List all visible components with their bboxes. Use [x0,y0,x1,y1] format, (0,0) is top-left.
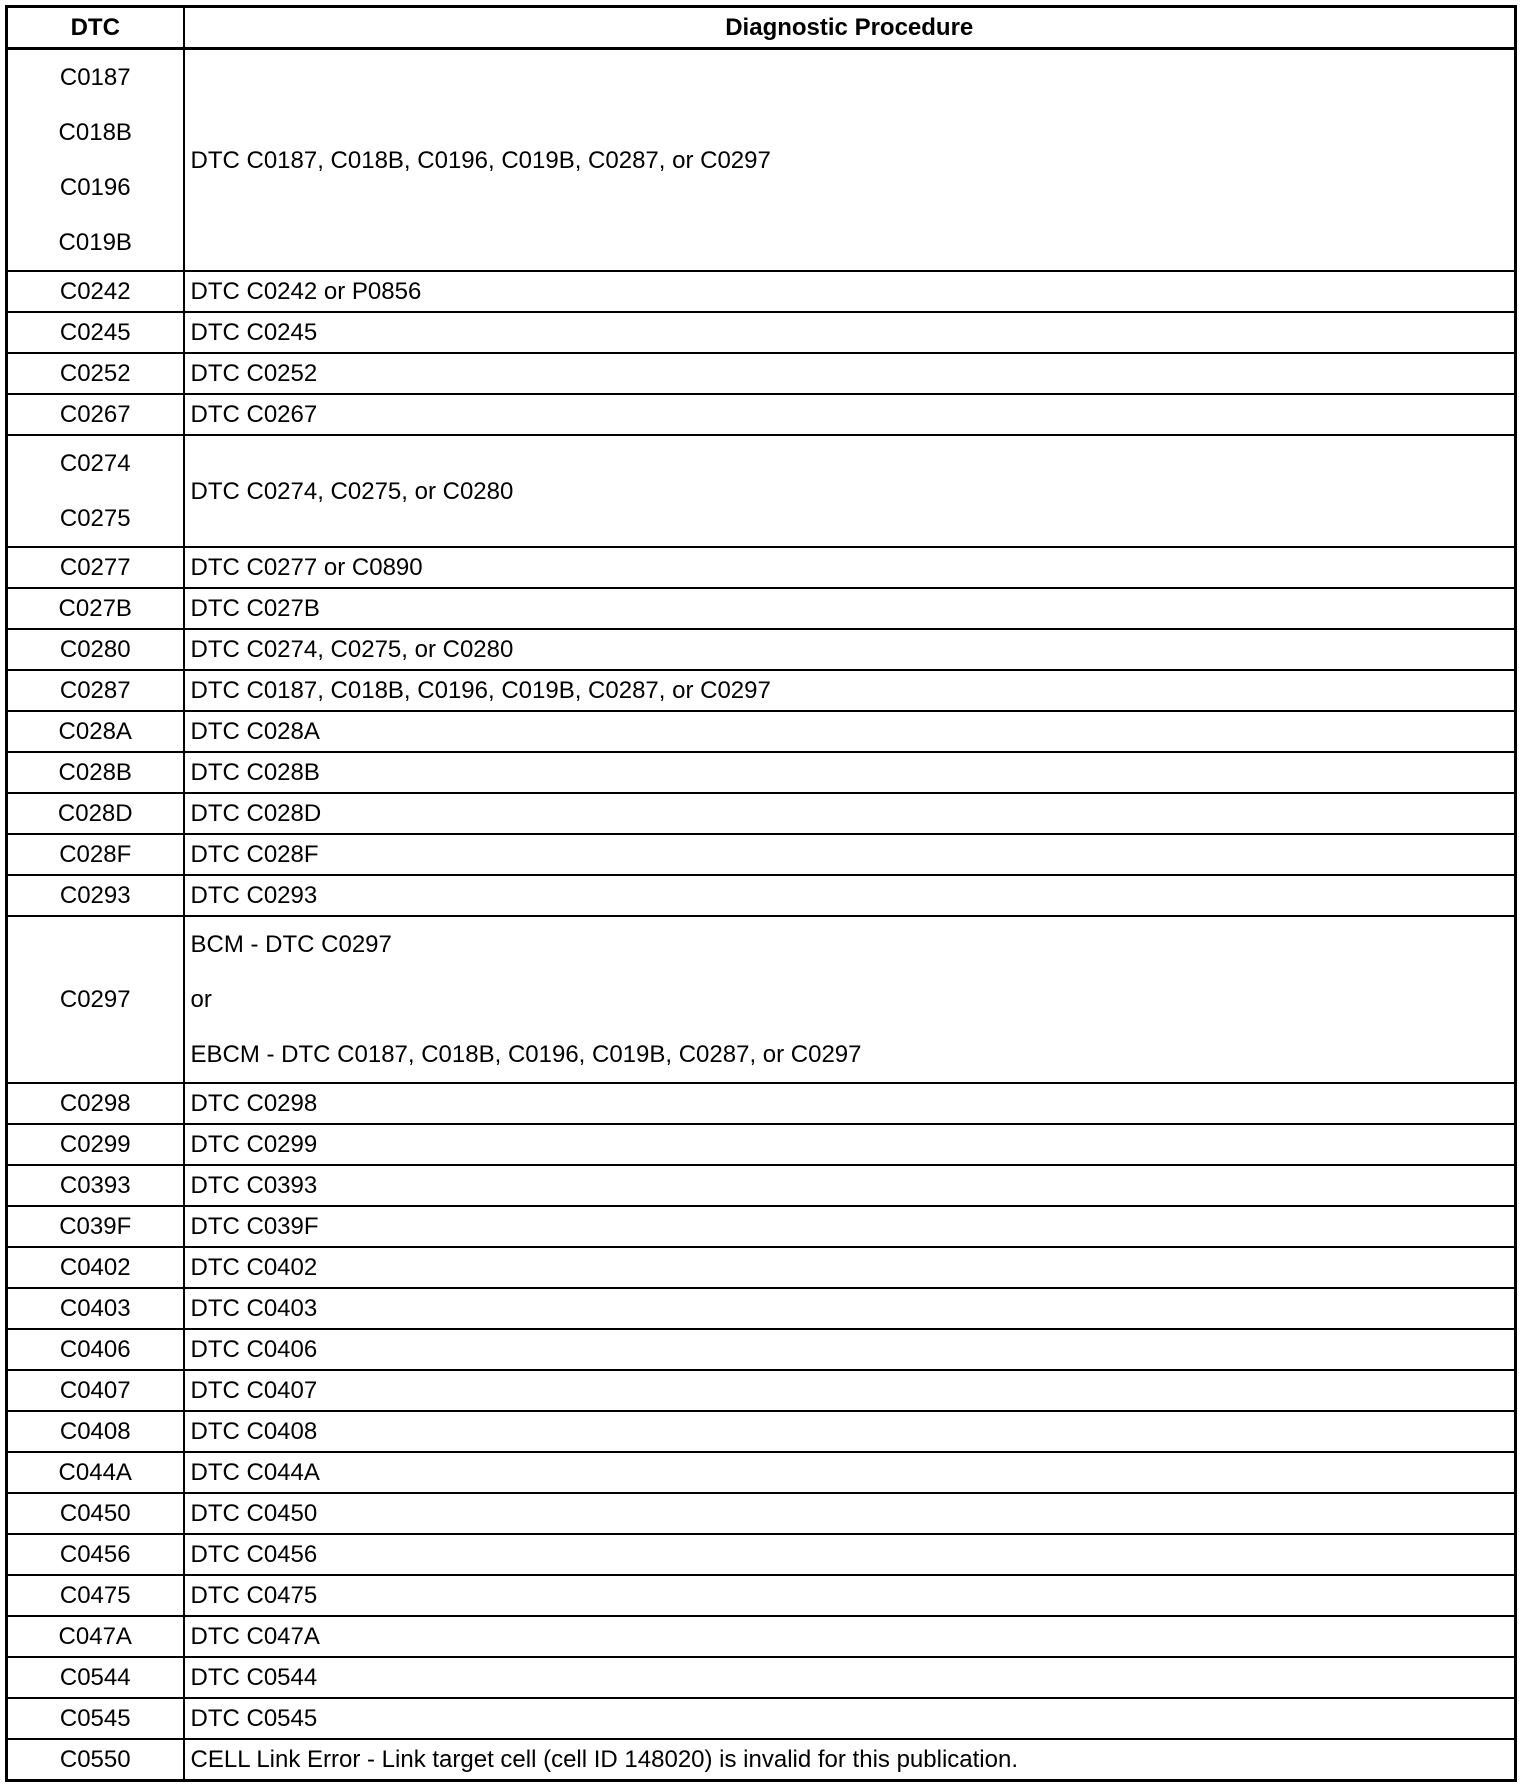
dtc-code: C0393 [59,1172,131,1199]
diagnostic-procedure-text: DTC C047A [190,1623,320,1650]
diagnostic-procedure-text: DTC C0393 [190,1172,318,1199]
dtc-code-cell [7,670,184,711]
dtc-code: C0403 [59,1295,131,1322]
diagnostic-procedure-cell [184,834,1516,875]
table-row [7,752,1516,793]
table-header-row [7,7,1516,49]
diagnostic-procedure-cell [184,271,1516,312]
diagnostic-procedure-text: DTC C028B [190,759,320,786]
table-row [7,1165,1516,1206]
dtc-code-cell [7,49,184,272]
diagnostic-procedure-text: DTC C0274, C0275, or C0280 [190,477,514,505]
header-diagnostic-procedure: Diagnostic Procedure [184,7,1516,49]
table-row [7,629,1516,670]
dtc-code: C018B [58,119,132,146]
diagnostic-procedure-text: DTC C0187, C018B, C0196, C019B, C0287, or C0297 [190,677,771,704]
dtc-code: C0245 [59,319,131,346]
dtc-code-cell [7,588,184,629]
dtc-code-cell [7,1370,184,1411]
dtc-code-cell [7,1247,184,1288]
dtc-code-cell [7,711,184,752]
table-row [7,1247,1516,1288]
diagnostic-procedure-cell [184,1411,1516,1452]
diagnostic-procedure-cell [184,1124,1516,1165]
table-row [7,1575,1516,1616]
table-row [7,1657,1516,1698]
dtc-code: C0544 [59,1664,131,1691]
dtc-code: C0280 [59,636,131,663]
diagnostic-procedure-text: DTC C0408 [190,1418,318,1445]
diagnostic-procedure-cell [184,1493,1516,1534]
diagnostic-procedure-cell [184,1329,1516,1370]
diagnostic-procedure-cell [184,752,1516,793]
dtc-code: C028F [59,841,132,868]
table-row [7,1370,1516,1411]
table-row [7,1452,1516,1493]
table-row [7,834,1516,875]
diagnostic-procedure-text: DTC C028D [190,800,322,827]
dtc-code: C019B [58,229,132,256]
table-row [7,1616,1516,1657]
diagnostic-procedure-cell [184,1165,1516,1206]
dtc-code-cell [7,1575,184,1616]
dtc-code-cell [7,271,184,312]
table-row [7,49,1516,272]
diagnostic-procedure-text: CELL Link Error - Link target cell (cell ID 148020) is invalid for this publication. [190,1746,1018,1773]
dtc-table [5,5,1517,1782]
dtc-code-cell [7,1288,184,1329]
dtc-code-cell [7,1493,184,1534]
dtc-code-cell [7,875,184,916]
diagnostic-procedure-text: DTC C0403 [190,1295,318,1322]
diagnostic-procedure-text: DTC C028F [190,841,319,868]
diagnostic-procedure-text: DTC C0298 [190,1090,318,1117]
table-row [7,394,1516,435]
dtc-code-cell [7,1616,184,1657]
diagnostic-procedure-cell [184,1698,1516,1739]
diagnostic-procedure-cell [184,916,1516,1083]
dtc-code: C0274 [59,450,131,477]
table-row [7,1411,1516,1452]
diagnostic-procedure-cell [184,1534,1516,1575]
diagnostic-procedure-text: DTC C0545 [190,1705,318,1732]
dtc-code: C0550 [59,1746,131,1773]
diagnostic-procedure-cell [184,1616,1516,1657]
diagnostic-procedure-cell [184,1288,1516,1329]
dtc-code-cell [7,752,184,793]
dtc-code: C0293 [59,882,131,909]
dtc-code: C039F [59,1213,132,1240]
dtc-code: C047A [58,1623,132,1650]
diagnostic-procedure-text: DTC C039F [190,1213,319,1240]
dtc-code: C028D [57,800,133,827]
table-row [7,1698,1516,1739]
diagnostic-procedure-cell [184,49,1516,272]
dtc-code: C0406 [59,1336,131,1363]
table-row [7,1329,1516,1370]
dtc-code: C028B [58,759,132,786]
diagnostic-procedure-text: DTC C0450 [190,1500,318,1527]
diagnostic-procedure-text: DTC C028A [190,718,320,745]
diagnostic-procedure-cell [184,1247,1516,1288]
dtc-code: C0456 [59,1541,131,1568]
diagnostic-procedure-cell [184,670,1516,711]
diagnostic-procedure-text: EBCM - DTC C0187, C018B, C0196, C019B, C0287, or C0297 [190,1041,862,1068]
dtc-code: C027B [58,595,132,622]
diagnostic-procedure-cell [184,1083,1516,1124]
diagnostic-procedure-text: DTC C0274, C0275, or C0280 [190,636,514,663]
table-row [7,1083,1516,1124]
diagnostic-procedure-cell [184,793,1516,834]
dtc-code: C044A [58,1459,132,1486]
diagnostic-procedure-cell [184,588,1516,629]
diagnostic-procedure-cell [184,711,1516,752]
dtc-code-cell [7,353,184,394]
diagnostic-procedure-cell [184,1739,1516,1781]
dtc-code-cell [7,1124,184,1165]
dtc-code: C0277 [59,554,131,581]
diagnostic-procedure-cell [184,875,1516,916]
diagnostic-procedure-text: DTC C0544 [190,1664,318,1691]
diagnostic-procedure-cell [184,353,1516,394]
dtc-code-cell [7,1739,184,1781]
table-row [7,547,1516,588]
diagnostic-procedure-text: DTC C0277 or C0890 [190,554,423,581]
dtc-code: C0196 [59,174,131,201]
diagnostic-procedure-cell [184,312,1516,353]
dtc-code: C0545 [59,1705,131,1732]
dtc-code-cell [7,1083,184,1124]
diagnostic-procedure-cell [184,435,1516,547]
dtc-code-cell [7,834,184,875]
dtc-code-cell [7,793,184,834]
table-row [7,1493,1516,1534]
dtc-code-cell [7,394,184,435]
dtc-code-cell [7,1657,184,1698]
diagnostic-procedure-cell [184,394,1516,435]
table-row [7,711,1516,752]
diagnostic-procedure-text: BCM - DTC C0297 [190,931,392,958]
dtc-code-cell [7,1411,184,1452]
dtc-code: C0402 [59,1254,131,1281]
table-row [7,271,1516,312]
diagnostic-procedure-text: DTC C0406 [190,1336,318,1363]
diagnostic-procedure-text: DTC C044A [190,1459,320,1486]
table-row [7,875,1516,916]
dtc-code: C0298 [59,1090,131,1117]
dtc-code: C028A [58,718,132,745]
dtc-code: C0187 [59,64,131,91]
diagnostic-procedure-text: DTC C0456 [190,1541,318,1568]
diagnostic-procedure-text: DTC C0402 [190,1254,318,1281]
dtc-code: C0407 [59,1377,131,1404]
dtc-code: C0297 [59,986,131,1013]
dtc-code: C0275 [59,505,131,532]
diagnostic-procedure-cell [184,547,1516,588]
diagnostic-procedure-text: DTC C0187, C018B, C0196, C019B, C0287, or C0297 [190,146,771,174]
dtc-code-cell [7,1165,184,1206]
diagnostic-procedure-text: DTC C0475 [190,1582,318,1609]
diagnostic-procedure-cell [184,1452,1516,1493]
table-row [7,1206,1516,1247]
dtc-code: C0475 [59,1582,131,1609]
table-row [7,353,1516,394]
diagnostic-procedure-text: DTC C027B [190,595,320,622]
table-row [7,1288,1516,1329]
diagnostic-procedure-text: DTC C0293 [190,882,318,909]
table-body [7,49,1516,1781]
dtc-code-cell [7,916,184,1083]
table-row [7,1739,1516,1781]
diagnostic-procedure-text: DTC C0245 [190,319,318,346]
table-row [7,916,1516,1083]
dtc-code: C0287 [59,677,131,704]
dtc-code-cell [7,1452,184,1493]
diagnostic-procedure-cell [184,1206,1516,1247]
dtc-code: C0267 [59,401,131,428]
dtc-code-cell [7,435,184,547]
header-dtc: DTC [7,7,184,49]
dtc-code: C0408 [59,1418,131,1445]
diagnostic-procedure-text: DTC C0407 [190,1377,318,1404]
dtc-code: C0242 [59,278,131,305]
table-row [7,1534,1516,1575]
diagnostic-procedure-cell [184,1575,1516,1616]
diagnostic-procedure-text: or [190,986,212,1013]
dtc-code-cell [7,1534,184,1575]
dtc-code-cell [7,629,184,670]
diagnostic-procedure-text: DTC C0252 [190,360,318,387]
dtc-code-cell [7,1206,184,1247]
diagnostic-procedure-text: DTC C0299 [190,1131,318,1158]
diagnostic-procedure-text: DTC C0242 or P0856 [190,278,422,305]
dtc-code-cell [7,312,184,353]
table-row [7,1124,1516,1165]
dtc-code: C0252 [59,360,131,387]
dtc-code: C0450 [59,1500,131,1527]
table-row [7,435,1516,547]
dtc-code-cell [7,1329,184,1370]
table-row [7,312,1516,353]
diagnostic-procedure-text: DTC C0267 [190,401,318,428]
dtc-code-cell [7,547,184,588]
dtc-code: C0299 [59,1131,131,1158]
table-row [7,670,1516,711]
diagnostic-procedure-cell [184,629,1516,670]
table-row [7,588,1516,629]
table-row [7,793,1516,834]
diagnostic-procedure-cell [184,1370,1516,1411]
diagnostic-procedure-cell [184,1657,1516,1698]
dtc-code-cell [7,1698,184,1739]
